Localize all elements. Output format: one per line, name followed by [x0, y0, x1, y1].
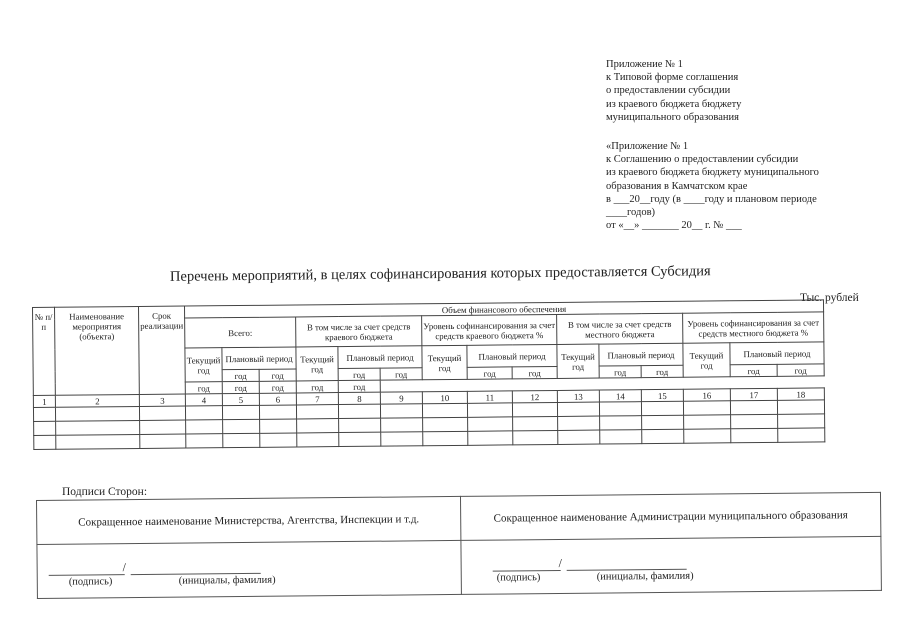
table-cell	[140, 434, 186, 448]
header-planning-period: Плановый период	[730, 342, 824, 365]
header-year: год	[512, 366, 557, 378]
column-number: 12	[512, 390, 557, 402]
header-year: год	[641, 365, 683, 377]
table-cell	[34, 435, 56, 449]
signature-caption: (подпись)	[496, 571, 541, 584]
appendix-header-1-line: к Типовой форме соглашения	[606, 72, 739, 84]
left-signature-block	[37, 540, 461, 598]
header-year: год	[380, 368, 422, 380]
table-cell	[777, 400, 824, 414]
column-number: 10	[422, 391, 467, 403]
header-total: Всего:	[185, 317, 296, 348]
table-cell	[423, 417, 468, 431]
table-cell	[731, 414, 778, 428]
appendix-header-2-line: в ___20__году (в ____году и плановом периоде	[606, 193, 817, 205]
table-cell	[222, 405, 259, 419]
header-current-year: Текущий год	[185, 348, 222, 382]
header-regional: В том числе за счет средств краевого бюджета	[296, 316, 422, 347]
table-cell	[380, 404, 422, 418]
column-number: 15	[641, 389, 683, 401]
header-current-year: Текущий год	[296, 347, 338, 381]
table-cell	[296, 405, 338, 419]
appendix-header-2-line: ____годов)	[606, 207, 656, 219]
header-current-year: Текущий год	[422, 345, 467, 379]
header-year: год	[599, 366, 641, 378]
column-number: 13	[557, 390, 599, 402]
header-year: год	[222, 381, 259, 393]
table-cell	[730, 400, 777, 414]
signatures-table	[36, 492, 882, 599]
header-num: № п/п	[33, 307, 56, 395]
table-cell	[641, 401, 683, 415]
column-number: 16	[683, 389, 730, 401]
table-cell	[33, 407, 55, 421]
column-number: 5	[222, 393, 259, 405]
column-number: 1	[33, 395, 55, 407]
table-cell	[185, 406, 222, 420]
header-event-name: Наименование мероприятия (объекта)	[55, 306, 140, 395]
document-title: Перечень мероприятий, в целях софинансирования которых предоставляется Субсидия	[169, 263, 711, 285]
header-year: год	[467, 367, 512, 379]
table-cell	[223, 419, 260, 433]
column-number: 14	[599, 390, 641, 402]
table-cell	[683, 401, 730, 415]
appendix-header-2-line: из краевого бюджета бюджету муниципального	[606, 167, 819, 179]
unit-label: Тыс. рублей	[800, 292, 859, 304]
column-number: 6	[259, 393, 296, 405]
header-planning-period: Плановый период	[222, 347, 296, 370]
header-year: год	[222, 369, 259, 381]
column-number: 8	[338, 392, 380, 404]
column-number: 4	[185, 394, 222, 406]
header-regional-level: Уровень софинансирования за счет средств краевого бюджета %	[422, 314, 557, 345]
signature-line	[493, 559, 561, 571]
header-year: год	[296, 381, 338, 393]
signature-caption: (подпись)	[68, 575, 113, 588]
name-caption: (инициалы, фамилия)	[596, 570, 694, 583]
table-cell	[558, 416, 600, 430]
table-cell	[56, 420, 140, 435]
header-year: год	[259, 381, 296, 393]
header-local-level: Уровень софинансирования за счет средств местного бюджета %	[683, 312, 824, 343]
table-cell	[55, 406, 139, 421]
table-cell	[684, 415, 731, 429]
table-cell	[339, 432, 381, 446]
table-cell	[599, 402, 641, 416]
table-cell	[260, 419, 297, 433]
table-cell	[600, 416, 642, 430]
appendix-header-1-line: из краевого бюджета бюджету	[606, 98, 742, 110]
table-cell	[558, 430, 600, 444]
table-cell	[338, 404, 380, 418]
financing-table-wrapper	[32, 299, 825, 450]
header-current-year: Текущий год	[683, 343, 730, 377]
column-number: 11	[467, 391, 512, 403]
signature-line	[49, 564, 125, 576]
signature-slash: /	[122, 559, 127, 574]
name-line	[567, 558, 687, 570]
right-signature-block	[461, 536, 881, 594]
signature-slash: /	[558, 555, 563, 570]
table-cell	[468, 431, 513, 445]
header-planning-period: Плановый период	[599, 343, 683, 366]
table-cell	[140, 420, 186, 434]
table-cell	[600, 430, 642, 444]
table-cell	[423, 431, 468, 445]
left-party-name: Сокращенное наименование Министерства, Агентства, Инспекции и т.д.	[37, 496, 461, 544]
table-cell	[223, 433, 260, 447]
table-cell	[731, 428, 778, 442]
column-number: 2	[55, 394, 139, 407]
right-party-name: Сокращенное наименование Администрации муниципального образования	[460, 492, 880, 540]
name-caption: (инициалы, фамилия)	[178, 574, 276, 587]
table-cell	[186, 434, 223, 448]
table-cell	[259, 405, 296, 419]
appendix-header-2-line: «Приложение № 1	[606, 141, 689, 152]
appendix-header-1-line: муниципального образования	[606, 111, 739, 123]
header-year: год	[185, 382, 222, 394]
table-cell	[778, 414, 825, 428]
table-cell	[34, 421, 56, 435]
appendix-header-1-line: о предоставлении субсидии	[606, 85, 731, 97]
header-year: год	[338, 368, 380, 380]
table-cell	[381, 418, 423, 432]
header-volume: Объем финансового обеспечения	[184, 300, 823, 318]
header-year: год	[730, 364, 777, 376]
header-year: год	[777, 364, 824, 376]
column-number: 9	[380, 392, 422, 404]
appendix-header-1-line: Приложение № 1	[606, 59, 683, 70]
column-number: 17	[730, 388, 777, 400]
financing-table	[32, 299, 825, 450]
table-cell	[260, 433, 297, 447]
signatures-label: Подписи Сторон:	[62, 486, 148, 498]
table-cell	[139, 406, 185, 420]
name-line	[131, 562, 261, 574]
table-cell	[512, 402, 557, 416]
table-cell	[297, 419, 339, 433]
appendix-header-2-line: от «__» _______ 20__ г. № ___	[606, 220, 742, 232]
signatures-table-wrapper	[36, 492, 882, 599]
column-number: 18	[777, 388, 824, 400]
header-local: В том числе за счет средств местного бюджета	[557, 313, 683, 344]
table-cell	[642, 415, 684, 429]
table-cell	[339, 418, 381, 432]
header-planning-period: Плановый период	[467, 344, 557, 367]
table-cell	[557, 402, 599, 416]
column-number: 7	[296, 393, 338, 405]
header-year: год	[259, 369, 296, 381]
appendix-header-2-line: к Соглашению о предоставлении субсидии	[606, 154, 799, 166]
table-cell	[467, 403, 512, 417]
appendix-header-2	[606, 140, 819, 232]
header-current-year: Текущий год	[557, 344, 599, 378]
table-cell	[56, 434, 140, 449]
table-cell	[297, 433, 339, 447]
table-cell	[513, 416, 558, 430]
header-year: год	[338, 380, 380, 392]
appendix-header-2-line: образования в Камчатском крае	[606, 180, 748, 192]
table-cell	[513, 430, 558, 444]
table-cell	[186, 420, 223, 434]
table-cell	[468, 417, 513, 431]
column-number: 3	[139, 394, 185, 406]
table-cell	[778, 428, 825, 442]
table-cell	[381, 432, 423, 446]
appendix-header-1	[606, 58, 741, 124]
header-term: Срок реализации	[138, 306, 185, 394]
table-cell	[422, 403, 467, 417]
header-planning-period: Плановый период	[338, 346, 422, 369]
table-cell	[642, 429, 684, 443]
table-cell	[684, 429, 731, 443]
